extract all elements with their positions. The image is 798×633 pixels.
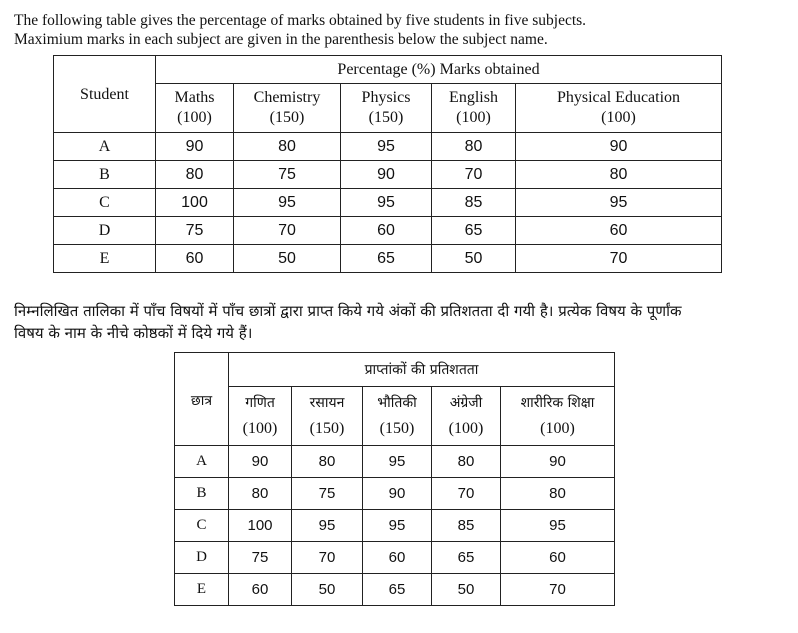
mark-cell: 75	[156, 217, 234, 245]
mark-cell: 95	[501, 510, 615, 542]
mark-cell: 60	[229, 574, 292, 606]
subject-name: भौतिकी	[377, 395, 417, 411]
student-column-header: छात्र	[175, 353, 229, 446]
mark-cell: 70	[432, 161, 516, 189]
mark-cell: 50	[234, 245, 341, 273]
mark-cell: 80	[229, 478, 292, 510]
table-row	[54, 245, 722, 273]
mark-cell: 70	[234, 217, 341, 245]
subject-header-english	[432, 84, 516, 133]
table-row	[54, 189, 722, 217]
mark-cell: 90	[341, 161, 432, 189]
mark-cell: 65	[363, 574, 432, 606]
subject-name: English	[449, 89, 498, 106]
mark-cell: 80	[432, 446, 501, 478]
student-cell: E	[54, 245, 156, 273]
mark-cell: 70	[516, 245, 722, 273]
table-row	[175, 542, 615, 574]
student-column-header: Student	[54, 56, 156, 133]
hindi-intro	[14, 300, 784, 344]
subject-max-marks: (100)	[601, 109, 636, 126]
subject-header-maths	[229, 387, 292, 446]
mark-cell: 90	[516, 133, 722, 161]
mark-cell: 70	[501, 574, 615, 606]
student-cell: A	[175, 446, 229, 478]
percentage-group-header: प्राप्तांकों की प्रतिशतता	[229, 353, 615, 387]
mark-cell: 80	[234, 133, 341, 161]
mark-cell: 60	[363, 542, 432, 574]
mark-cell: 50	[432, 574, 501, 606]
student-cell: D	[54, 217, 156, 245]
percentage-group-header: Percentage (%) Marks obtained	[156, 56, 722, 84]
mark-cell: 65	[432, 542, 501, 574]
mark-cell: 80	[516, 161, 722, 189]
table-row	[54, 217, 722, 245]
mark-cell: 95	[363, 446, 432, 478]
mark-cell: 95	[292, 510, 363, 542]
mark-cell: 60	[516, 217, 722, 245]
mark-cell: 90	[156, 133, 234, 161]
mark-cell: 100	[229, 510, 292, 542]
english-intro	[14, 11, 784, 49]
subject-max-marks: (100)	[177, 109, 212, 126]
hindi-marks-table	[174, 352, 615, 606]
mark-cell: 90	[363, 478, 432, 510]
student-cell: A	[54, 133, 156, 161]
mark-cell: 95	[363, 510, 432, 542]
subject-header-chemistry	[234, 84, 341, 133]
mark-cell: 50	[292, 574, 363, 606]
mark-cell: 95	[341, 189, 432, 217]
hindi-intro-line-1: निम्नलिखित तालिका में पाँच विषयों में पाँच छात्रों द्वारा प्राप्त किये गये अंकों की प्रतिशतता दी गयी है। प्रत्येक विषय के पूर्णांक	[14, 302, 682, 320]
table-row	[175, 574, 615, 606]
subject-header-maths	[156, 84, 234, 133]
mark-cell: 65	[432, 217, 516, 245]
subject-name: शारीरिक शिक्षा	[520, 395, 595, 411]
subject-max-marks: (100)	[448, 420, 484, 437]
subject-max-marks: (100)	[456, 109, 491, 126]
student-cell: E	[175, 574, 229, 606]
subject-max-marks: (100)	[242, 420, 278, 437]
mark-cell: 85	[432, 510, 501, 542]
subject-name: रसायन	[309, 395, 345, 411]
mark-cell: 75	[229, 542, 292, 574]
mark-cell: 90	[229, 446, 292, 478]
subject-max-marks: (150)	[309, 420, 345, 437]
hindi-intro-line-2: विषय के नाम के नीचे कोष्ठकों में दिये गये हैं।	[14, 324, 253, 342]
subject-name: Physics	[361, 89, 411, 106]
subject-header-physical-education	[501, 387, 615, 446]
subject-name: Physical Education	[556, 89, 681, 106]
table-row	[175, 478, 615, 510]
mark-cell: 95	[341, 133, 432, 161]
subject-name: Chemistry	[253, 89, 321, 106]
mark-cell: 85	[432, 189, 516, 217]
mark-cell: 70	[432, 478, 501, 510]
mark-cell: 80	[292, 446, 363, 478]
student-cell: D	[175, 542, 229, 574]
mark-cell: 50	[432, 245, 516, 273]
subject-name: अंग्रेजी	[449, 395, 483, 411]
mark-cell: 80	[156, 161, 234, 189]
mark-cell: 95	[516, 189, 722, 217]
english-intro-line-1: The following table gives the percentage of marks obtained by five students in five subjects.	[14, 12, 587, 29]
subject-max-marks: (100)	[540, 420, 575, 437]
subject-header-physics	[363, 387, 432, 446]
table-row	[54, 133, 722, 161]
mark-cell: 80	[501, 478, 615, 510]
mark-cell: 60	[156, 245, 234, 273]
mark-cell: 80	[432, 133, 516, 161]
mark-cell: 70	[292, 542, 363, 574]
mark-cell: 90	[501, 446, 615, 478]
subject-name: गणित	[245, 395, 275, 411]
mark-cell: 75	[292, 478, 363, 510]
english-marks-table	[53, 55, 722, 273]
mark-cell: 65	[341, 245, 432, 273]
subject-max-marks: (150)	[269, 109, 305, 126]
mark-cell: 60	[341, 217, 432, 245]
mark-cell: 60	[501, 542, 615, 574]
subject-max-marks: (150)	[379, 420, 415, 437]
table-row	[175, 510, 615, 542]
subject-header-physics	[341, 84, 432, 133]
mark-cell: 100	[156, 189, 234, 217]
student-cell: C	[175, 510, 229, 542]
mark-cell: 95	[234, 189, 341, 217]
english-intro-line-2: Maximium marks in each subject are given in the parenthesis below the subject name.	[14, 31, 548, 48]
subject-header-chemistry	[292, 387, 363, 446]
student-cell: C	[54, 189, 156, 217]
subject-header-physical-education	[516, 84, 722, 133]
subject-name: Maths	[174, 89, 215, 106]
subject-header-english	[432, 387, 501, 446]
mark-cell: 75	[234, 161, 341, 189]
table-row	[175, 446, 615, 478]
subject-max-marks: (150)	[368, 109, 404, 126]
table-row	[54, 161, 722, 189]
student-cell: B	[54, 161, 156, 189]
student-cell: B	[175, 478, 229, 510]
